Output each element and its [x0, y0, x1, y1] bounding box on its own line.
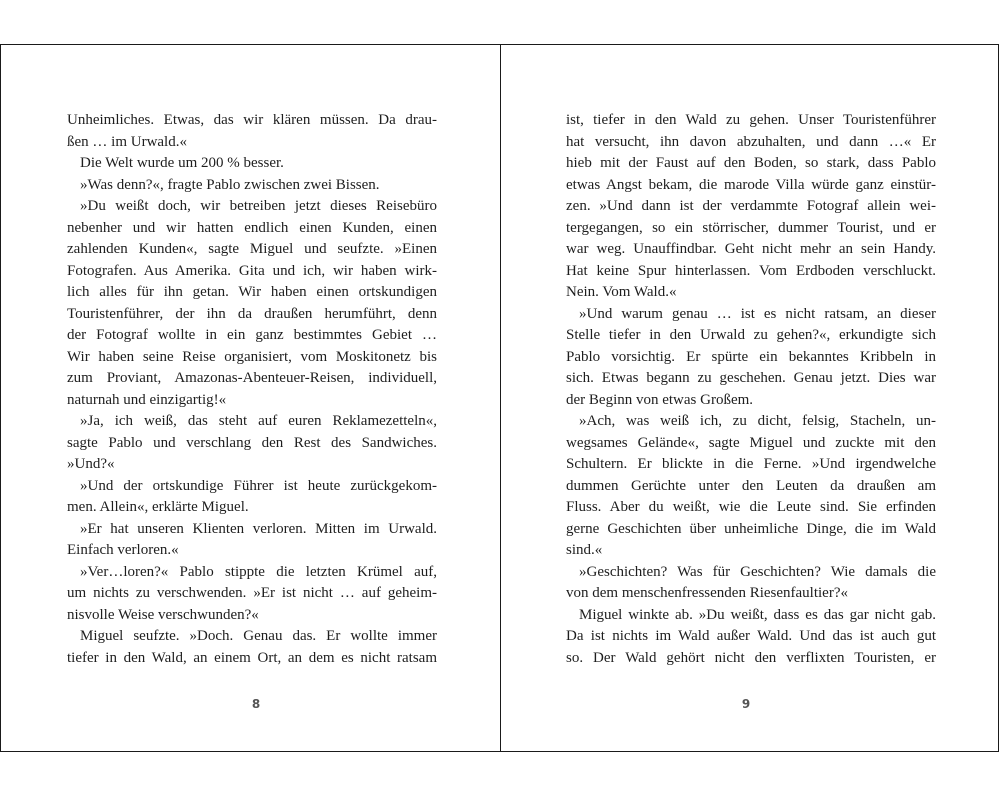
- text-line: tergegangen, so ein störrischer, dummer Tourist, und er: [566, 219, 936, 236]
- text-line: »Ver…loren?« Pablo stippte die letzten Krümel auf,: [80, 563, 437, 580]
- text-line: sagte Pablo und verschlang den Rest des Sandwiches.: [67, 434, 437, 451]
- text-line: »Ja, ich weiß, das steht auf euren Reklamezetteln«,: [80, 413, 437, 429]
- text-line: Nein. Vom Wald.«: [566, 284, 677, 300]
- text-line: so. Der Wald gehört nicht den verflixten Touristen, er: [566, 649, 936, 666]
- page-number-right: 9: [741, 697, 751, 711]
- page-number-left: 8: [251, 697, 261, 711]
- text-line: tiefer in den Wald, an einem Ort, an dem es nicht ratsam: [67, 649, 437, 666]
- text-line: nebenher und wir hatten endlich einen Kunden, einen: [67, 219, 437, 236]
- text-line: Miguel winkte ab. »Du weißt, dass es das gar nicht gab.: [579, 606, 936, 623]
- text-line: »Und warum genau … ist es nicht ratsam, an dieser: [579, 305, 936, 322]
- text-line: Hat keine Spur hinterlassen. Vom Erdboden verschluckt.: [566, 262, 936, 279]
- text-line: naturnah und einzigartig!«: [67, 391, 227, 408]
- text-line: war weg. Unauffindbar. Geht nicht mehr an sein Handy.: [566, 241, 936, 257]
- text-line: hat versucht, ihn davon abzuhalten, und dann …« Er: [566, 133, 936, 150]
- text-line: men. Allein«, erklärte Miguel.: [67, 499, 249, 515]
- text-line: sind.«: [566, 542, 603, 558]
- text-line: »Was denn?«, fragte Pablo zwischen zwei Bissen.: [80, 176, 380, 193]
- text-line: Fluss. Aber du weißt, wie die Leute sind. Sie erfinden: [566, 499, 936, 515]
- text-line: ßen … im Urwald.«: [67, 133, 187, 150]
- right-page-text: [566, 110, 936, 669]
- text-line: Da ist nichts im Wald außer Wald. Und das ist auch gut: [566, 628, 936, 644]
- text-line: »Geschichten? Was für Geschichten? Wie damals die: [579, 563, 936, 580]
- text-line: Stelle tiefer in den Urwald zu gehen?«, erkundigte sich: [566, 327, 936, 343]
- text-line: ist, tiefer in den Wald zu gehen. Unser Touristenführer: [566, 112, 936, 128]
- text-line: lich alles für ihn getan. Wir haben einen ortskundigen: [67, 284, 437, 300]
- text-line: nisvolle Weise verschwunden?«: [67, 606, 259, 623]
- book-spread: [0, 44, 999, 752]
- text-line: wegsames Gelände«, sagte Miguel und zuckte mit den: [566, 434, 936, 451]
- text-line: »Er hat unseren Klienten verloren. Mitten im Urwald.: [80, 520, 437, 537]
- text-line: der Fotograf wollte in ein ganz bestimmtes Gebiet …: [67, 327, 437, 343]
- text-line: Wir haben seine Reise organisiert, vom Moskitonetz bis: [67, 348, 437, 365]
- page-gutter: [500, 45, 501, 751]
- text-line: »Und?«: [67, 456, 115, 472]
- text-line: dummen Gerüchte unter den Leuten da draußen am: [566, 477, 936, 494]
- text-line: »Und der ortskundige Führer ist heute zurückgekom-: [80, 477, 437, 494]
- text-line: Schultern. Er blickte in die Ferne. »Und irgendwelche: [566, 456, 936, 472]
- text-line: Touristenführer, der ihn da draußen herumführt, denn: [67, 305, 437, 322]
- text-line: Die Welt wurde um 200 % besser.: [80, 155, 284, 171]
- text-line: hieb mit der Faust auf den Boden, so stark, dass Pablo: [566, 155, 936, 171]
- text-line: Unheimliches. Etwas, das wir klären müssen. Da drau-: [67, 112, 437, 128]
- text-line: zahlenden Kunden«, sagte Miguel und seufzte. »Einen: [67, 241, 437, 257]
- left-page-text: [67, 110, 437, 669]
- text-line: von dem menschenfressenden Riesenfaultier?«: [566, 585, 848, 601]
- text-line: Pablo vorsichtig. Er spürte ein bekanntes Kribbeln in: [566, 348, 936, 365]
- text-line: gerne Geschichten über unheimliche Dinge, die im Wald: [566, 520, 936, 537]
- text-line: um nichts zu verschwenden. »Er ist nicht … auf geheim-: [67, 585, 437, 601]
- text-line: sich. Etwas begann zu geschehen. Genau jetzt. Dies war: [566, 370, 936, 386]
- text-line: »Du weißt doch, wir betreiben jetzt dieses Reisebüro: [80, 198, 437, 214]
- text-line: zum Proviant, Amazonas-Abenteuer-Reisen, individuell,: [67, 370, 437, 386]
- text-line: »Ach, was weiß ich, zu dicht, felsig, Stacheln, un-: [579, 413, 936, 429]
- text-line: Einfach verloren.«: [67, 542, 179, 558]
- text-line: Miguel seufzte. »Doch. Genau das. Er wollte immer: [80, 628, 437, 644]
- text-line: zen. »Und dann ist der verdammte Fotograf allein wei-: [566, 198, 936, 214]
- text-line: Fotografen. Aus Amerika. Gita und ich, wir haben wirk-: [67, 262, 437, 279]
- text-line: der Beginn von etwas Großem.: [566, 391, 754, 408]
- text-line: etwas Angst bekam, die marode Villa würde ganz einstür-: [566, 176, 936, 193]
